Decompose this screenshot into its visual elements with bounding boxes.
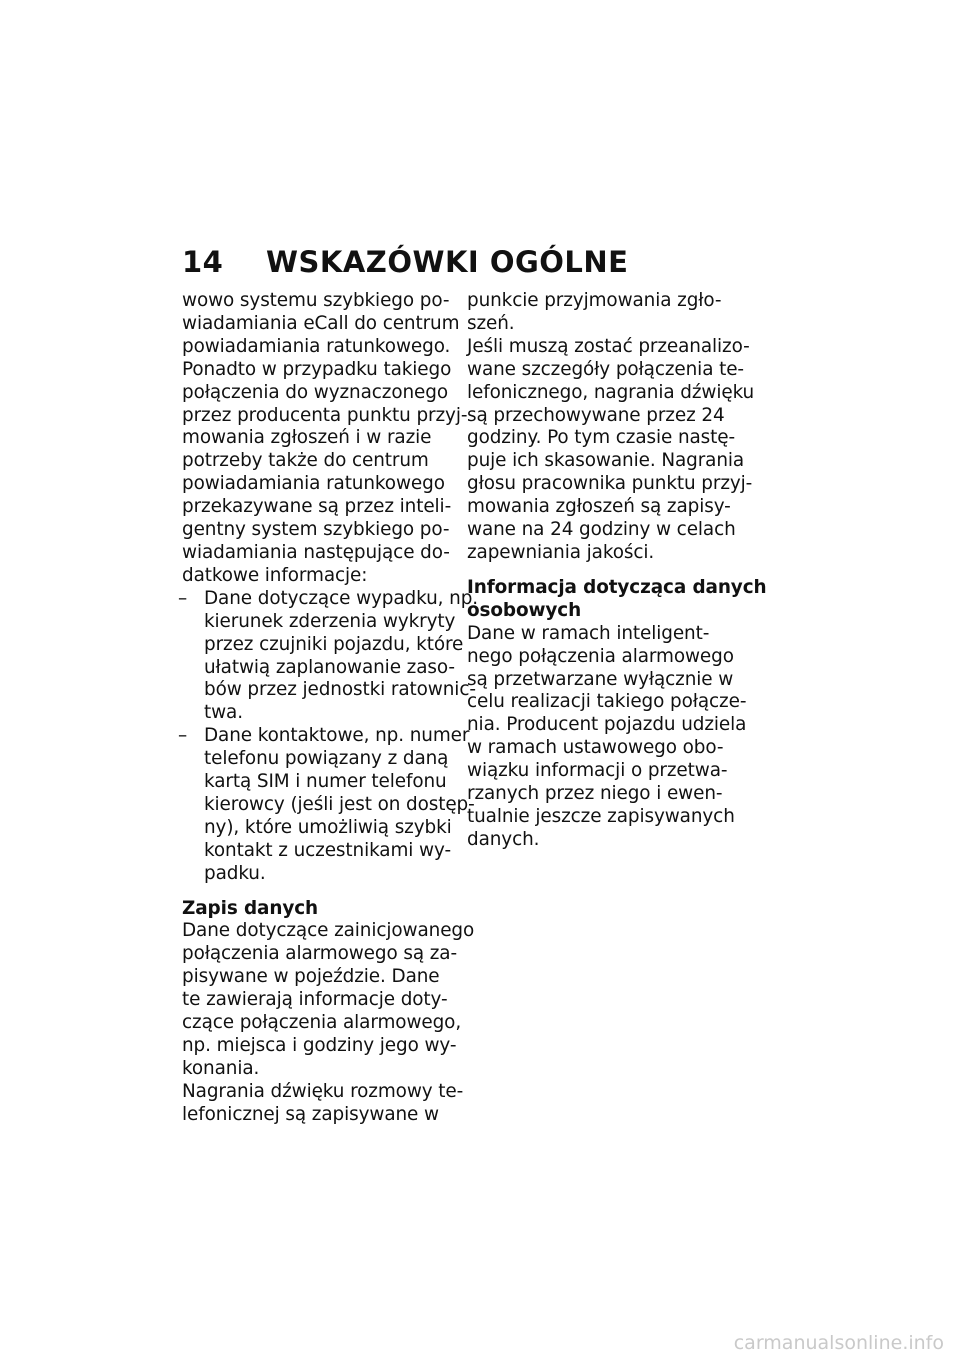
retention-paragraph bbox=[467, 335, 755, 565]
heading-line: Informacja dotycząca danych bbox=[467, 576, 767, 598]
watermark: carmanualsonline.info bbox=[733, 1332, 944, 1354]
text-line: Dane kontaktowe, np. numer bbox=[204, 725, 470, 747]
text-line: powiadamiania ratunkowego bbox=[182, 473, 445, 495]
text-line: głosu pracownika punktu przyj- bbox=[467, 473, 753, 495]
chapter-title: WSKAZÓWKI OGÓLNE bbox=[266, 245, 629, 279]
text-line: w ramach ustawowego obo- bbox=[467, 737, 724, 759]
text-line: konania. bbox=[182, 1057, 260, 1079]
text-line: telefonu powiązany z daną bbox=[204, 748, 449, 770]
text-line: mowania zgłoszeń i w razie bbox=[182, 427, 432, 449]
text-line: pisywane w pojeździe. Dane bbox=[182, 966, 440, 988]
heading-line: osobowych bbox=[467, 599, 582, 621]
text-line: np. miejsca i godziny jego wy- bbox=[182, 1035, 457, 1056]
text-line: wane na 24 godziny w celach bbox=[467, 519, 736, 541]
text-line: ułatwią zaplanowanie zaso- bbox=[204, 656, 455, 678]
left-column bbox=[178, 290, 479, 1127]
text-line: przez producenta punktu przyj- bbox=[182, 404, 468, 426]
text-line: są przechowywane przez 24 bbox=[467, 404, 725, 426]
text-line: lefonicznej są zapisywane w bbox=[182, 1103, 439, 1125]
text-line: potrzeby także do centrum bbox=[182, 450, 429, 472]
text-line: rzanych przez niego i ewen- bbox=[467, 783, 723, 805]
right-column bbox=[467, 290, 767, 852]
text-line: datkowe informacje: bbox=[182, 564, 368, 586]
spacer bbox=[467, 565, 752, 577]
bullet-dash: – bbox=[178, 725, 188, 747]
text-line: powiadamiania ratunkowego. bbox=[182, 335, 451, 357]
continued-paragraph bbox=[467, 290, 752, 336]
text-line: kierunek zderzenia wykryty bbox=[204, 610, 456, 632]
text-line: wiadamiania następujące do- bbox=[182, 541, 450, 563]
text-line: przez czujniki pojazdu, które bbox=[204, 633, 464, 655]
text-line: wowo systemu szybkiego po- bbox=[182, 290, 450, 311]
text-line: wiązku informacji o przetwa- bbox=[467, 760, 728, 782]
page-number: 14 bbox=[182, 245, 224, 279]
text-line: szeń. bbox=[467, 312, 515, 334]
list-item bbox=[178, 725, 475, 885]
text-line: Dane dotyczące wypadku, np. bbox=[204, 587, 479, 609]
text-line: tualnie jeszcze zapisywanych bbox=[467, 805, 735, 827]
text-line: są przetwarzane wyłącznie w bbox=[467, 668, 734, 690]
text-line: ny), które umożliwią szybki bbox=[204, 816, 452, 838]
spacer bbox=[182, 886, 467, 898]
text-line: mowania zgłoszeń są zapisy- bbox=[467, 496, 731, 518]
text-line: połączenia do wyznaczonego bbox=[182, 381, 448, 403]
section-heading: Zapis danych bbox=[182, 897, 319, 919]
text-line: Dane w ramach inteligent- bbox=[467, 622, 710, 644]
section-paragraph bbox=[182, 920, 475, 1080]
text-line: Ponadto w przypadku takiego bbox=[182, 358, 452, 380]
text-line: te zawierają informacje doty- bbox=[182, 989, 448, 1011]
section-paragraph bbox=[182, 1081, 467, 1127]
text-line: wane szczegóły połączenia te- bbox=[467, 358, 744, 380]
text-line: Jeśli muszą zostać przeanalizo- bbox=[467, 335, 750, 357]
text-line: bów przez jednostki ratownic- bbox=[204, 679, 476, 701]
text-line: puje ich skasowanie. Nagrania bbox=[467, 450, 745, 472]
bullet-dash: – bbox=[178, 587, 188, 609]
text-line: przekazywane są przez inteli- bbox=[182, 496, 452, 518]
text-line: kierowcy (jeśli jest on dostęp- bbox=[204, 793, 475, 815]
text-line: punkcie przyjmowania zgło- bbox=[467, 290, 722, 311]
text-line: nego połączenia alarmowego bbox=[467, 645, 734, 667]
list-item bbox=[178, 587, 479, 725]
text-line: Dane dotyczące zainicjowanego bbox=[182, 920, 475, 942]
text-line: gentny system szybkiego po- bbox=[182, 519, 450, 541]
text-line: godziny. Po tym czasie nastę- bbox=[467, 427, 736, 449]
text-line: celu realizacji takiego połącze- bbox=[467, 691, 747, 713]
text-line: połączenia alarmowego są za- bbox=[182, 943, 458, 965]
text-line: nia. Producent pojazdu udziela bbox=[467, 714, 747, 736]
text-line: kartą SIM i numer telefonu bbox=[204, 771, 447, 793]
intro-paragraph bbox=[182, 290, 467, 588]
section-paragraph bbox=[467, 623, 752, 852]
text-line: czące połączenia alarmowego, bbox=[182, 1012, 462, 1034]
text-line: Nagrania dźwięku rozmowy te- bbox=[182, 1080, 464, 1102]
text-line: wiadamiania eCall do centrum bbox=[182, 312, 460, 334]
page-header bbox=[182, 244, 629, 280]
text-line: padku. bbox=[204, 862, 266, 884]
text-line: danych. bbox=[467, 828, 540, 850]
section-heading bbox=[467, 576, 767, 623]
text-line: twa. bbox=[204, 702, 243, 724]
text-line: kontakt z uczestnikami wy- bbox=[204, 839, 451, 861]
text-line: zapewniania jakości. bbox=[467, 541, 655, 563]
text-line: lefonicznego, nagrania dźwięku bbox=[467, 381, 755, 403]
